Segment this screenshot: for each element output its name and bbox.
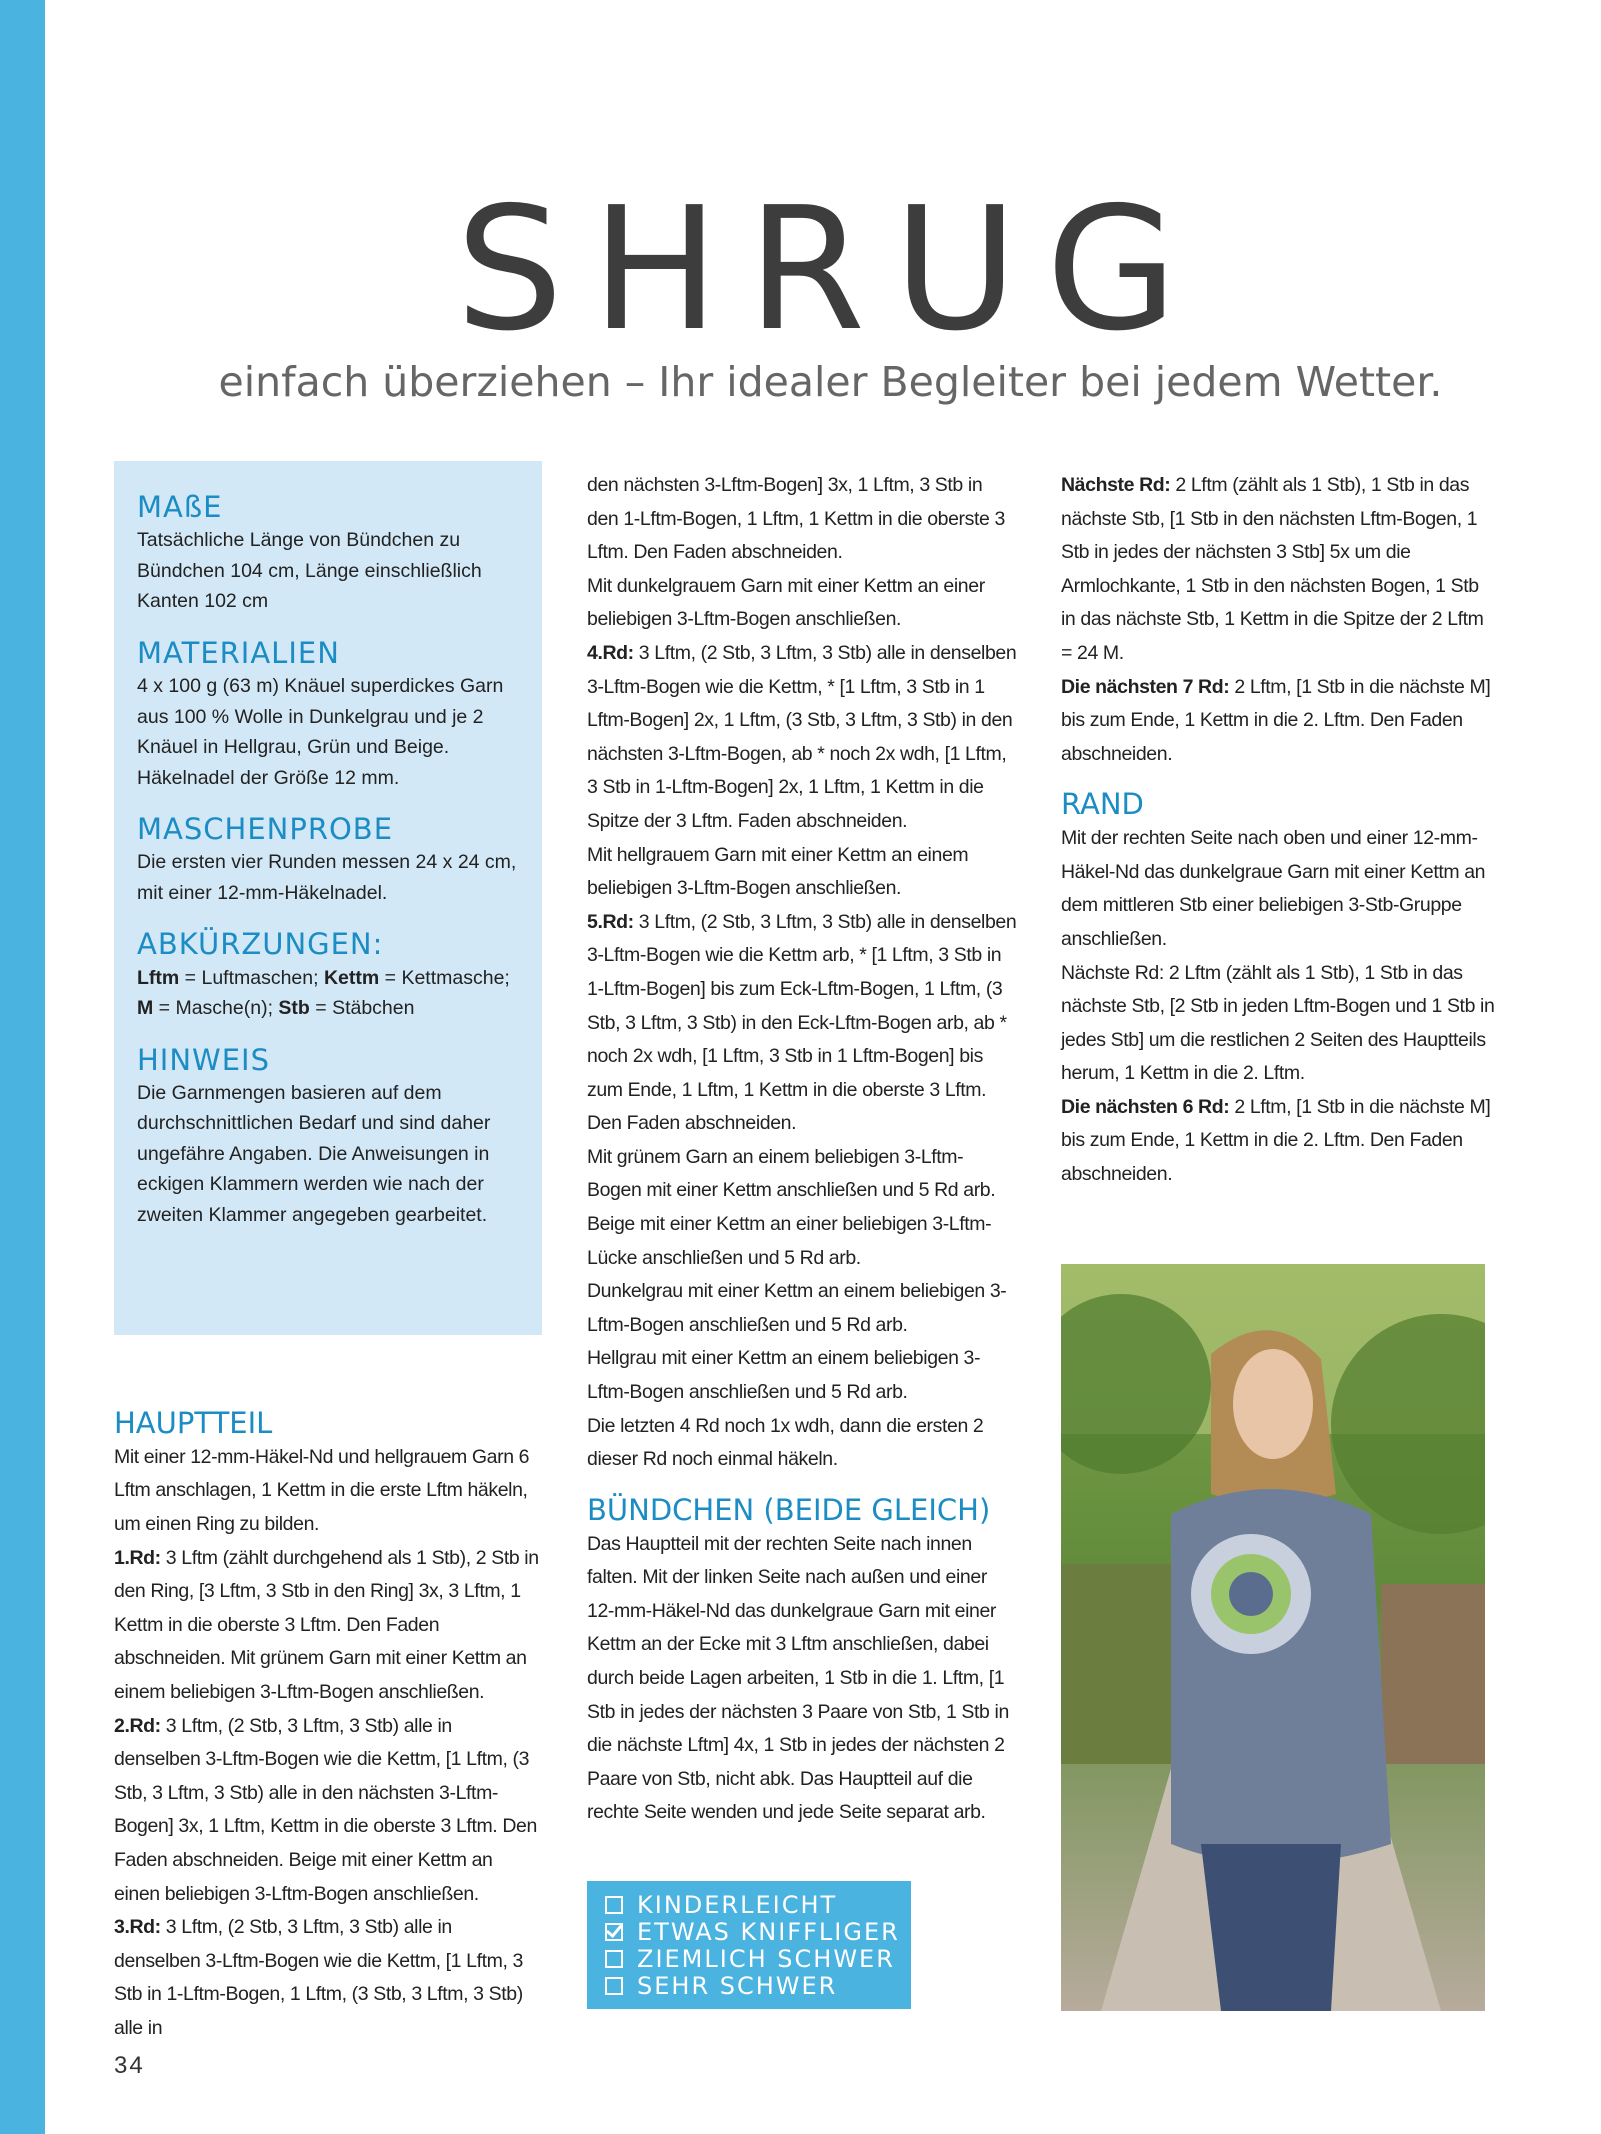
round-2: 2.Rd: 3 Lftm, (2 Stb, 3 Lftm, 3 Stb) alle in denselben 3-Lftm-Bogen wie die Kettm, [1 Lftm, (3 Stb, 3 Lftm, 3 Stb) alle in den nächsten 3-Lftm-Bogen] 3x, 1 Lftm, Kettm in die oberste 3 Lftm. Den Faden abschneiden. Beige mit einer Kettm an einen beliebigen 3-Lftm-Bogen anschließen.: [114, 1714, 537, 1905]
difficulty-option: ETWAS KNIFFLIGER: [605, 1918, 911, 1945]
difficulty-option: KINDERLEICHT: [605, 1891, 911, 1918]
next-7-rounds: Die nächsten 7 Rd: 2 Lftm, [1 Stb in die nächste M] bis zum Ende, 1 Kettm in die 2. Lftm. Den Faden abschneiden.: [1061, 675, 1491, 765]
hauptteil-intro: Mit einer 12-mm-Häkel-Nd und hellgrauem Garn 6 Lftm anschlagen, 1 Kettm in die erste Lftm häkeln, um einen Ring zu bilden.: [114, 1445, 530, 1535]
rand-heading: RAND: [1061, 787, 1144, 822]
hauptteil-heading: HAUPTTEIL: [114, 1406, 273, 1440]
materialien-text: 4 x 100 g (63 m) Knäuel superdickes Garn aus 100 % Wolle in Dunkelgrau und je 2 Knäuel in Hellgrau, Grün und Beige. Häkelnadel der Größe 12 mm.: [137, 675, 504, 789]
column-2: [587, 469, 1017, 1830]
col2-paragraph: Mit dunkelgrauem Garn mit einer Kettm an einer beliebigen 3-Lftm-Bogen anschließen.: [587, 574, 985, 631]
col2-paragraph: Mit hellgrauem Garn mit einer Kettm an einem beliebigen 3-Lftm-Bogen anschließen.: [587, 843, 969, 900]
maschenprobe-text: Die ersten vier Runden messen 24 x 24 cm, mit einer 12-mm-Häkelnadel.: [137, 851, 517, 904]
col2-paragraph: Hellgrau mit einer Kettm an einem beliebigen 3-Lftm-Bogen anschließen und 5 Rd arb.: [587, 1347, 981, 1404]
round-5: 5.Rd: 3 Lftm, (2 Stb, 3 Lftm, 3 Stb) alle in denselben 3-Lftm-Bogen wie die Kettm arb, * [1 Lftm, 3 Stb in 1-Lftm-Bogen] bis zum Eck-Lftm-Bogen, 1 Lftm, (3 Stb, 3 Lftm, 3 Stb) in den Eck-Lftm-Bogen arb, ab * noch 2x wdh, [1 Lftm, 3 Stb in 1 Lftm-Bogen] bis zum Ende, 1 Lftm, 1 Kettm in die oberste 3 Lftm. Den Faden abschneiden.: [587, 910, 1017, 1135]
hinweis-heading: HINWEIS: [137, 1042, 271, 1077]
abkuerzungen-text: Lftm = Luftmaschen; Kettm = Kettmasche; M = Masche(n); Stb = Stäbchen: [137, 966, 510, 1019]
page-number: 34: [114, 2052, 145, 2079]
col2-paragraph: den nächsten 3-Lftm-Bogen] 3x, 1 Lftm, 3 Stb in den 1-Lftm-Bogen, 1 Lftm, 1 Kettm in die oberste 3 Lftm. Den Faden abschneiden.: [587, 474, 1005, 564]
rand-next-round: Nächste Rd: 2 Lftm (zählt als 1 Stb), 1 Stb in das nächste Stb, [2 Stb in jeden Lftm-Bogen und 1 Stb in jedes Stb] um die restlichen 2 Seiten des Hauptteils herum, 1 Kettm in die 2. Lftm.: [1061, 961, 1495, 1085]
checkbox-checked-icon: [605, 1923, 623, 1941]
column-3: [1061, 469, 1495, 1192]
buendchen-heading: BÜNDCHEN (BEIDE GLEICH): [587, 1492, 991, 1527]
next-round: Nächste Rd: 2 Lftm (zählt als 1 Stb), 1 Stb in das nächste Stb, [1 Stb in den nächsten Lftm-Bogen, 1 Stb in jedes der nächsten 3 Stb] 5x um die Armlochkante, 1 Stb in den nächsten Bogen, 1 Stb in das nächste Stb, 1 Kettm in die Spitze der 2 Lftm = 24 M.: [1061, 474, 1484, 664]
round-3: 3.Rd: 3 Lftm, (2 Stb, 3 Lftm, 3 Stb) alle in denselben 3-Lftm-Bogen wie die Kettm, [1 Lftm, 3 Stb in 1-Lftm-Bogen, 1 Lftm, (3 Stb, 3 Lftm, 3 Stb) alle in: [114, 1916, 523, 2039]
rand-text: Mit der rechten Seite nach oben und einer 12-mm-Häkel-Nd das dunkelgraue Garn mit einer Kettm an dem mittleren Stb einer beliebigen 3-Stb-Gruppe anschließen.: [1061, 827, 1486, 950]
model-photo: [1061, 1264, 1485, 2011]
info-box: [114, 461, 542, 1335]
difficulty-box: [587, 1881, 911, 2009]
col2-paragraph: Beige mit einer Kettm an einer beliebigen 3-Lftm-Lücke anschließen und 5 Rd arb.: [587, 1213, 992, 1269]
masse-heading: MAßE: [137, 490, 223, 524]
checkbox-icon: [605, 1977, 623, 1995]
round-4: 4.Rd: 3 Lftm, (2 Stb, 3 Lftm, 3 Stb) alle in denselben 3-Lftm-Bogen wie die Kettm, * [1 Lftm, 3 Stb in 1 Lftm-Bogen] 2x, 1 Lftm, (3 Stb, 3 Lftm, 3 Stb) in den nächsten 3-Lftm-Bogen, ab * noch 2x wdh, [1 Lftm, 3 Stb in 1-Lftm-Bogen] 2x, 1 Lftm, 1 Kettm in die Spitze der 3 Lftm. Faden abschneiden.: [587, 641, 1017, 832]
materialien-heading: MATERIALIEN: [137, 635, 340, 670]
checkbox-icon: [605, 1896, 623, 1914]
page-title: SHRUG: [455, 171, 1206, 369]
difficulty-option: SEHR SCHWER: [605, 1972, 911, 1999]
hinweis-text: Die Garnmengen basieren auf dem durchschnittlichen Bedarf und sind daher ungefähre Angaben. Die Anweisungen in eckigen Klammern werden wie nach der zweiten Klammer angegeben gearbeitet.: [137, 1081, 491, 1226]
round-1: 1.Rd: 3 Lftm (zählt durchgehend als 1 Stb), 2 Stb in den Ring, [3 Lftm, 3 Stb in den Ring] 3x, 3 Lftm, 1 Kettm in die oberste 3 Lftm. Den Faden abschneiden. Mit grünem Garn mit einer Kettm an einem beliebigen 3-Lftm-Bogen anschließen.: [114, 1546, 539, 1703]
buendchen-text: Das Hauptteil mit der rechten Seite nach innen falten. Mit der linken Seite nach außen und einer 12-mm-Häkel-Nd das dunkelgraue Garn mit einer Kettm an der Ecke mit 3 Lftm anschließen, dabei durch beide Lagen arbeiten, 1 Stb in die 1. Lftm, [1 Stb in jedes der nächsten 3 Paare von Stb, 1 Stb in die nächste Lftm] 4x, 1 Stb in jedes der nächsten 2 Paare von Stb, nicht abk. Das Hauptteil auf die rechte Seite wenden und jede Seite separat arb.: [587, 1532, 1009, 1824]
column-1: [114, 1406, 542, 2045]
checkbox-icon: [605, 1950, 623, 1968]
maschenprobe-heading: MASCHENPROBE: [137, 812, 394, 846]
masse-text: Tatsächliche Länge von Bündchen zu Bündchen 104 cm, Länge einschließlich Kanten 102 cm: [137, 529, 482, 613]
difficulty-option: ZIEMLICH SCHWER: [605, 1945, 911, 1972]
page-subtitle: einfach überziehen – Ihr idealer Begleiter bei jedem Wetter.: [218, 358, 1443, 406]
abkuerzungen-heading: ABKÜRZUNGEN:: [137, 927, 384, 962]
next-6-rounds: Die nächsten 6 Rd: 2 Lftm, [1 Stb in die nächste M] bis zum Ende, 1 Kettm in die 2. Lftm. Den Faden abschneiden.: [1061, 1095, 1491, 1186]
col2-paragraph: Mit grünem Garn an einem beliebigen 3-Lftm-Bogen mit einer Kettm anschließen und 5 Rd arb.: [587, 1145, 996, 1202]
col2-paragraph: Die letzten 4 Rd noch 1x wdh, dann die ersten 2 dieser Rd noch einmal häkeln.: [587, 1414, 984, 1471]
col2-paragraph: Dunkelgrau mit einer Kettm an einem beliebigen 3-Lftm-Bogen anschließen und 5 Rd arb.: [587, 1280, 1007, 1336]
